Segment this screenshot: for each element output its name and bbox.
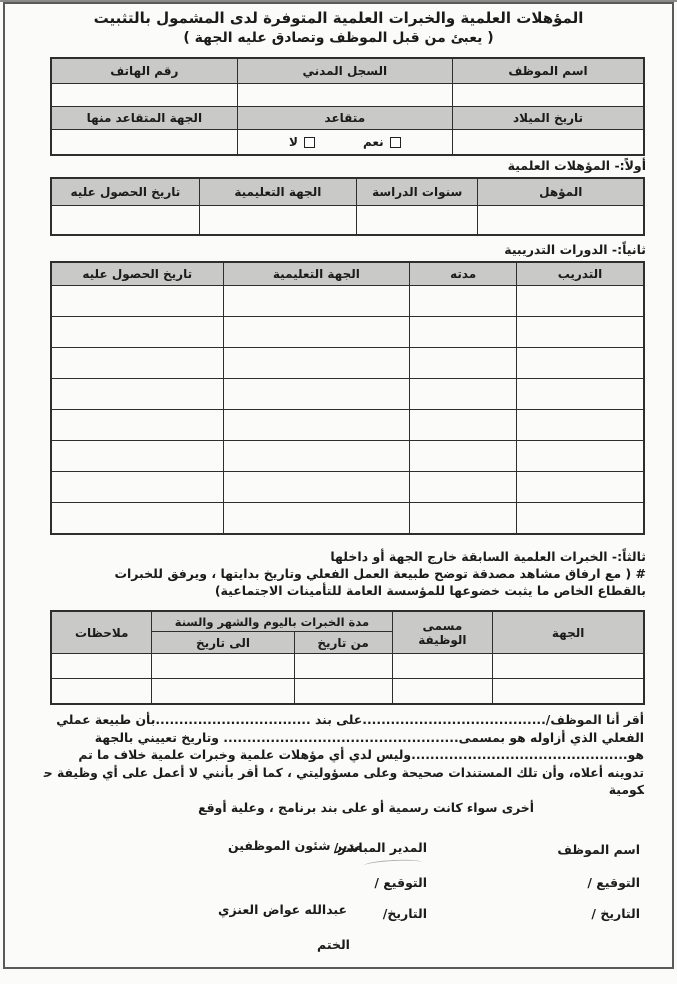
retired-no-label: لا bbox=[289, 135, 298, 149]
empty-row bbox=[51, 472, 644, 503]
retired-from-field[interactable] bbox=[51, 130, 237, 156]
duration-header: مدته bbox=[410, 262, 517, 286]
study-years-header: سنوات الدراسة bbox=[356, 178, 478, 206]
from-date-header: من تاريخ bbox=[294, 632, 392, 654]
notes-header: ملاحظات bbox=[51, 611, 152, 654]
empty-cell[interactable] bbox=[517, 503, 644, 535]
qualification-header: المؤهل bbox=[478, 178, 644, 206]
empty-cell[interactable] bbox=[517, 472, 644, 503]
empty-row bbox=[51, 503, 644, 535]
empty-cell[interactable] bbox=[392, 679, 493, 705]
empty-row bbox=[51, 286, 644, 317]
empty-cell[interactable] bbox=[410, 503, 517, 535]
info-input-row bbox=[51, 84, 644, 107]
retired-checkbox-cell bbox=[237, 130, 452, 156]
empty-cell[interactable] bbox=[517, 441, 644, 472]
section1-label: أولاً:- المؤهلات العلمية bbox=[507, 158, 646, 173]
retired-no-option[interactable] bbox=[289, 135, 315, 149]
empty-cell[interactable] bbox=[410, 286, 517, 317]
empty-cell[interactable] bbox=[51, 379, 223, 410]
section3-label-block bbox=[40, 548, 646, 599]
section3-note-line2: بالقطاع الخاص ما يثبت خضوعها للمؤسسة العامة للتأمينات الاجتماعية) bbox=[214, 583, 646, 598]
empty-cell[interactable] bbox=[51, 472, 223, 503]
empty-cell[interactable] bbox=[51, 679, 152, 705]
declaration-line4: تدوينه أعلاه، وأن تلك المستندات صحيحة وعلى مسؤوليتي ، كما أقر بأنني لا أعمل على أي وظيفة حكومية bbox=[43, 764, 644, 798]
empty-cell[interactable] bbox=[223, 286, 410, 317]
declaration-line1: أقر أنا الموظف/.......................................على بند .................................بأن طبيعة عملي bbox=[56, 712, 644, 727]
job-title-header: مسمى الوظيفة bbox=[392, 611, 493, 654]
empty-cell[interactable] bbox=[517, 317, 644, 348]
civil-registry-header: السجل المدني bbox=[237, 58, 452, 84]
info-input-row2 bbox=[51, 130, 644, 156]
retired-yes-checkbox-icon[interactable] bbox=[390, 137, 401, 148]
declaration-paragraph bbox=[38, 711, 644, 817]
training-header-row bbox=[51, 262, 644, 286]
civil-registry-field[interactable] bbox=[237, 84, 452, 107]
to-date-header: الى تاريخ bbox=[152, 632, 294, 654]
empty-row bbox=[51, 410, 644, 441]
employee-info-table bbox=[50, 57, 645, 156]
empty-cell[interactable] bbox=[392, 654, 493, 679]
retired-from-header: الجهة المتقاعد منها bbox=[51, 107, 237, 130]
empty-cell[interactable] bbox=[152, 679, 294, 705]
retired-no-checkbox-icon[interactable] bbox=[304, 137, 315, 148]
stamp-label: الختم bbox=[317, 937, 350, 952]
empty-cell[interactable] bbox=[223, 348, 410, 379]
retired-yes-label: نعم bbox=[362, 135, 384, 149]
info-header-row bbox=[51, 58, 644, 84]
empty-cell[interactable] bbox=[152, 654, 294, 679]
experience-header-row1 bbox=[51, 611, 644, 632]
qualifications-header-row bbox=[51, 178, 644, 206]
empty-cell[interactable] bbox=[223, 441, 410, 472]
empty-cell[interactable] bbox=[223, 503, 410, 535]
phone-number-header: رقم الهاتف bbox=[51, 58, 237, 84]
empty-cell[interactable] bbox=[223, 379, 410, 410]
declaration-line2: الفعلي الذي أزاوله هو بمسمى.................................................. وتاريخ تعييني بالجهة bbox=[94, 729, 644, 745]
educational-entity-header: الجهة التعليمية bbox=[199, 178, 356, 206]
form-title: المؤهلات العلمية والخبرات العلمية المتوفرة لدى المشمول بالتثبيت bbox=[93, 9, 584, 27]
empty-row bbox=[51, 317, 644, 348]
hr-manager-title: مدير شئون الموظفين bbox=[228, 838, 363, 853]
experience-duration-group-header: مدة الخبرات باليوم والشهر والسنة bbox=[152, 611, 392, 632]
section2-label: ثانياً:- الدورات التدريبية bbox=[504, 242, 646, 257]
empty-cell[interactable] bbox=[294, 654, 392, 679]
empty-cell[interactable] bbox=[51, 348, 223, 379]
empty-cell[interactable] bbox=[478, 206, 644, 236]
declaration-line5: أخرى سواء كانت رسمية أو على بند برنامج ، وعلية أوقع bbox=[198, 799, 534, 815]
section3-label: ثالثاً:- الخبرات العلمية السابقة خارج الجهة أو داخلها bbox=[330, 549, 646, 564]
empty-cell[interactable] bbox=[294, 679, 392, 705]
empty-row bbox=[51, 654, 644, 679]
empty-cell[interactable] bbox=[51, 317, 223, 348]
empty-cell[interactable] bbox=[51, 441, 223, 472]
direct-manager-label: المدير المباشر/ bbox=[333, 840, 427, 855]
employee-name-sign-label: اسم الموظف bbox=[557, 842, 640, 857]
hr-manager-name: عبدالله عواض العنزي bbox=[218, 902, 348, 917]
empty-row bbox=[51, 348, 644, 379]
retired-yes-option[interactable] bbox=[363, 135, 401, 149]
empty-cell[interactable] bbox=[51, 410, 223, 441]
empty-cell[interactable] bbox=[517, 379, 644, 410]
empty-row bbox=[51, 206, 644, 236]
employee-signature-label: التوقيع / bbox=[587, 875, 640, 890]
form-title-block bbox=[0, 9, 677, 46]
empty-cell[interactable] bbox=[51, 206, 199, 236]
retired-header: متقاعد bbox=[237, 107, 452, 130]
training-table bbox=[50, 261, 645, 535]
empty-row bbox=[51, 441, 644, 472]
empty-cell[interactable] bbox=[493, 679, 644, 705]
empty-cell[interactable] bbox=[51, 654, 152, 679]
employee-name-field[interactable] bbox=[452, 84, 644, 107]
empty-cell[interactable] bbox=[517, 286, 644, 317]
employee-name-header: اسم الموظف bbox=[452, 58, 644, 84]
empty-cell[interactable] bbox=[493, 654, 644, 679]
empty-cell[interactable] bbox=[410, 441, 517, 472]
info-header-row2 bbox=[51, 107, 644, 130]
empty-cell[interactable] bbox=[356, 206, 478, 236]
manager-signature-label: التوقيع / bbox=[374, 875, 427, 890]
obtained-date-header: تاريخ الحصول عليه bbox=[51, 178, 199, 206]
empty-cell[interactable] bbox=[223, 410, 410, 441]
phone-number-field[interactable] bbox=[51, 84, 237, 107]
empty-cell[interactable] bbox=[410, 317, 517, 348]
empty-row bbox=[51, 379, 644, 410]
qualifications-table bbox=[50, 177, 645, 236]
declaration-line3: هو..............................................وليس لدي أي مؤهلات علمية وخبرات علمية خلاف ما تم bbox=[78, 747, 644, 763]
empty-cell[interactable] bbox=[517, 348, 644, 379]
section3-note-line1: # ( مع ارفاق مشاهد مصدقة توضح طبيعة العمل الفعلي وتاريخ بدايتها ، ويرفق للخبرات bbox=[114, 566, 646, 581]
obtained-date-header: تاريخ الحصول عليه bbox=[51, 262, 223, 286]
empty-cell[interactable] bbox=[223, 317, 410, 348]
empty-cell[interactable] bbox=[410, 379, 517, 410]
empty-cell[interactable] bbox=[199, 206, 356, 236]
manager-date-label: التاريخ/ bbox=[382, 906, 427, 921]
empty-cell[interactable] bbox=[51, 286, 223, 317]
empty-cell[interactable] bbox=[410, 348, 517, 379]
birth-date-field[interactable] bbox=[452, 130, 644, 156]
empty-cell[interactable] bbox=[410, 410, 517, 441]
empty-row bbox=[51, 679, 644, 705]
empty-cell[interactable] bbox=[51, 503, 223, 535]
form-subtitle: ( يعبئ من قبل الموظف وتصادق عليه الجهة ) bbox=[183, 30, 494, 46]
training-header: التدريب bbox=[517, 262, 644, 286]
birth-date-header: تاريخ الميلاد bbox=[452, 107, 644, 130]
empty-cell[interactable] bbox=[517, 410, 644, 441]
empty-cell[interactable] bbox=[223, 472, 410, 503]
educational-entity-header: الجهة التعليمية bbox=[223, 262, 410, 286]
experience-table bbox=[50, 610, 645, 705]
empty-cell[interactable] bbox=[410, 472, 517, 503]
entity-header: الجهة bbox=[493, 611, 644, 654]
employee-date-label: التاريخ / bbox=[591, 906, 640, 921]
